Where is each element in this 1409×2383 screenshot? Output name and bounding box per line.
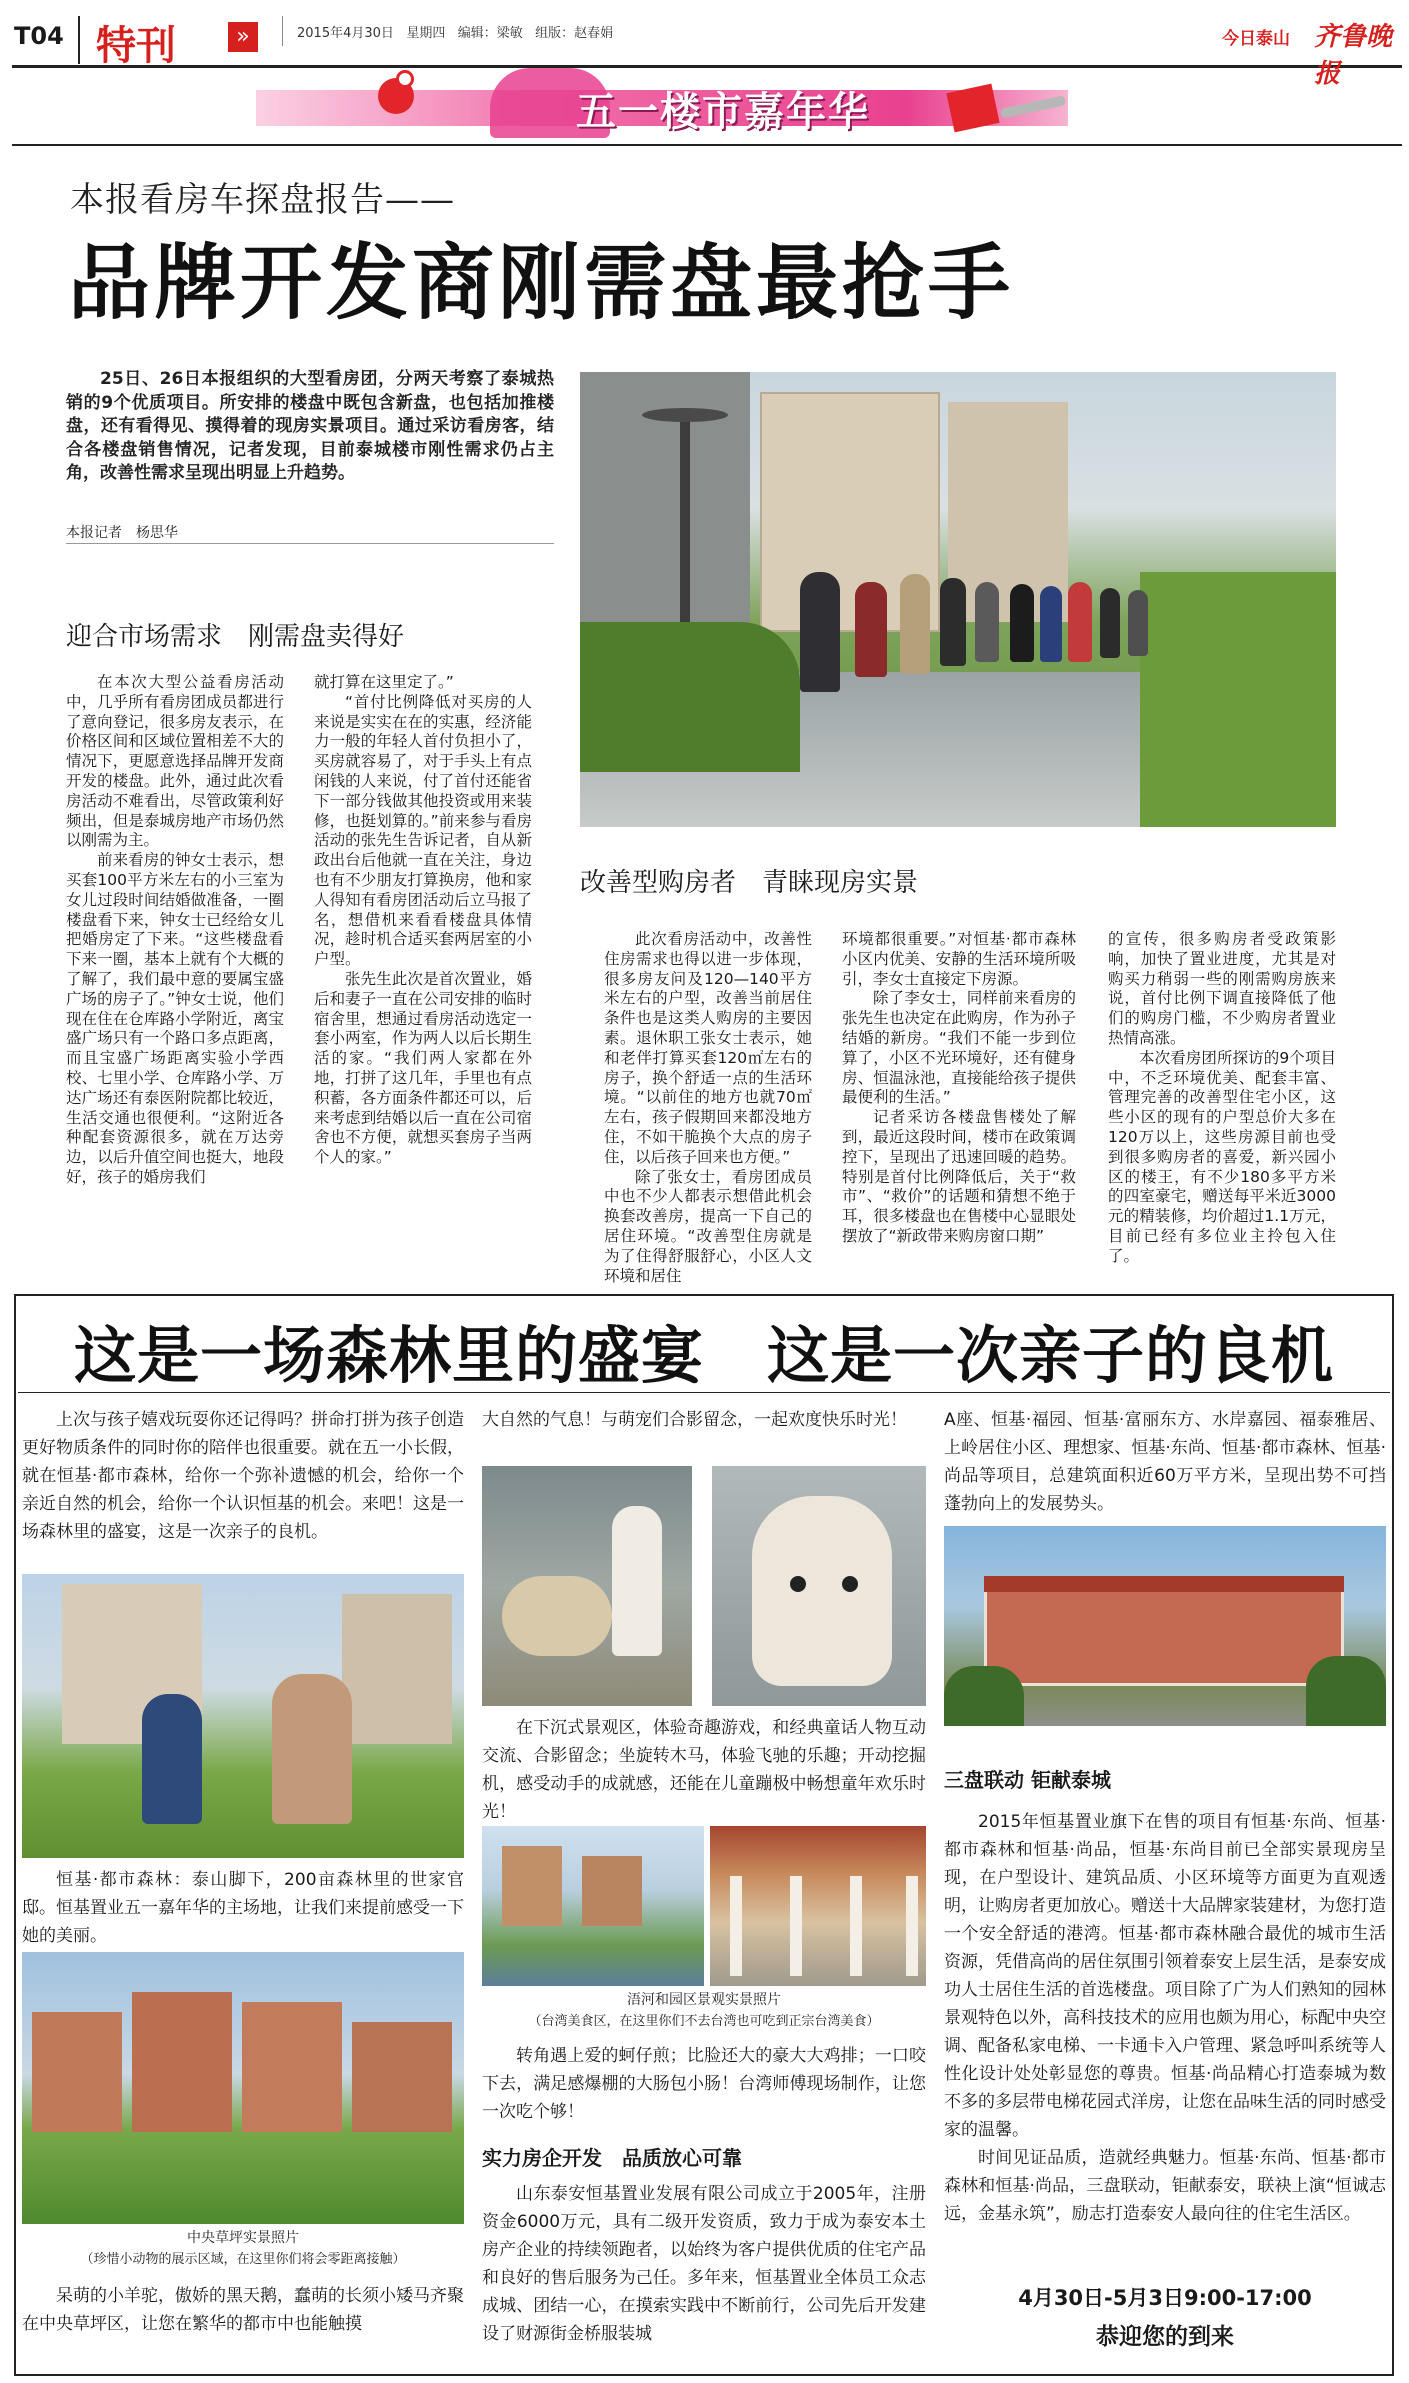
report-column-1 — [66, 673, 284, 1188]
welcome-text: 恭迎您的到来 — [1096, 2324, 1234, 2350]
ad-column-2-company — [482, 2180, 926, 2348]
subhead: 三盘联动 钜献泰城 — [944, 1768, 1111, 1792]
pony — [502, 1576, 612, 1656]
paragraph: 在本次大型公益看房活动中，几乎所有看房团成员都进行了意向登记，很多房友表示，在价格区间和区域位置相差不大的情况下，更愿意选择品牌开发商开发的楼盘。此外，通过此次看房活动不难看出，尽管政策利好频出，但是泰城房地产市场仍然以刚需为主。 — [66, 673, 284, 850]
section-heading: 改善型购房者 青睐现房实景 — [580, 868, 919, 898]
paragraph: 除了李女士，同样前来看房的张先生也决定在此购房，作为孙子结婚的新房。“我们不能一步到位算了，小区不光环境好，还有健身房、恒温泳池，直接能给孩子提供最便利的生活。” — [842, 989, 1076, 1107]
ad-column-1-caption — [22, 1866, 464, 1950]
mother-figure — [272, 1674, 352, 1824]
paragraph: 上次与孩子嬉戏玩耍你还记得吗？拼命打拼为孩子创造更好物质条件的同时你的陪伴也很重要。就在五一小长假，就在恒基·都市森林，给你一个弥补遗憾的机会，给你一个亲近自然的机会，给你一个认识恒基的机会。来吧！这是一场森林里的盛宴，这是一次亲子的良机。 — [22, 1410, 464, 1542]
paragraph: 前来看房的钟女士表示，想买套100平方米左右的小三室为女儿过段时间结婚做准备，一圈楼盘看下来，钟女士已经给女儿把婚房定了下来。“这些楼盘看下来一圈，基本上就有个大概的了解了，我们最中意的要属宝盛广场的房子了。”钟女士说，他们现在住在仓库路小学附近，离宝盛广场只有一个路口多点距离，而且宝盛广场距离实验小学西校、七里小学、仓库路小学、万达广场还有泰医附院都比较近，生活交通也很便利。“这附近各种配套资源很多，就在万达旁边，以后升值空间也挺大，地段好，孩子的婚房我们 — [66, 851, 284, 1186]
divider — [66, 543, 554, 544]
building — [132, 1992, 232, 2132]
eye — [790, 1576, 806, 1592]
paragraph: 2015年恒基置业旗下在售的项目有恒基·东尚、恒基·都市森林和恒基·尚品，恒基·东尚目前已全部实景现房呈现，在户型设计、建筑品质、小区环境等方面更为直观透明，让购房者更加放心。赠送十大品牌家装建材，为您打造一个安全舒适的港湾。恒基·都市森林融合最优的城市生活资源，凭借高尚的居住氛围引领着泰安上层生活，是泰安成功人士居住生活的首选楼盘。项目除了广为人们熟知的园林景观特色以外，高科技技术的应用也颇为用心，标配中央空调、配备私家电梯、一卡通卡入户管理、紧急呼叫系统等人性化设计处处彰显您的尊贵。恒基·尚品精心打造泰城为数不多的多层带电梯花园式洋房，让您在品味生活的同时感受家的温馨。 — [944, 1812, 1386, 2140]
paragraph: A座、恒基·福园、恒基·富丽东方、水岸嘉园、福泰雅居、上岭居住小区、理想家、恒基·东尚、恒基·都市森林、恒基·尚品等项目，总建筑面积近60万平方米，呈现出势不可挡蓬勃向上的发展势头。 — [944, 1410, 1386, 1514]
paragraph: 大自然的气息！与萌宠们合影留念，一起欢度快乐时光！ — [482, 1410, 907, 1430]
building — [32, 2012, 122, 2132]
section-title: 特刊 — [96, 22, 176, 69]
pony-photo — [482, 1466, 692, 1706]
paragraph: 恒基·都市森林：泰山脚下，200亩森林里的世家官邸。恒基置业五一嘉年华的主场地，让我们来提前感受一下她的美丽。 — [22, 1870, 464, 1946]
eye — [842, 1576, 858, 1592]
report-column-4 — [842, 930, 1076, 1247]
building — [984, 1576, 1344, 1686]
paragraph: 时间见证品质，造就经典魅力。恒基·东尚、恒基·都市森林和恒基·尚品，三盘联动，钜献泰安，联袂上演“恒诚志远，金基永筑”，励志打造泰安人最向往的住宅生活区。 — [944, 2148, 1386, 2224]
divider — [78, 16, 80, 64]
report-column-3 — [604, 930, 812, 1286]
divider — [282, 16, 283, 46]
column — [790, 1876, 802, 1976]
edition: 今日泰山 — [1222, 29, 1290, 49]
ad-column-2-end — [482, 2042, 926, 2126]
subhead: 实力房企开发 品质放心可靠 — [482, 2146, 742, 2170]
ad-column-3 — [944, 1406, 1386, 1518]
page-header — [12, 14, 1402, 89]
header-info — [297, 22, 613, 41]
child-figure — [612, 1506, 662, 1656]
event-time: 4月30日-5月3日9:00-17:00 — [1018, 2286, 1312, 2310]
building — [352, 2022, 452, 2132]
paragraph: 环境都很重要。”对恒基·都市森林小区内优美、安静的生活环境所吸引，李女士直接定下房源。 — [842, 930, 1076, 988]
paragraph: 记者采访各楼盘售楼处了解到，最近这段时间，楼市在政策调控下，呈现出了迅速回暖的趋势。特别是首付比例降低后，关于“救市”、“救价”的话题和猜想不绝于耳，很多楼盘也在售楼中心显眼处摆放了“新政带来购房窗口期” — [842, 1108, 1076, 1245]
divider — [18, 1392, 1390, 1393]
section-heading: 迎合市场需求 刚需盘卖得好 — [66, 622, 405, 652]
ad-column-2 — [482, 1406, 926, 1434]
lead-text: 25日、26日本报组织的大型看房团，分两天考察了泰城热销的9个优质项目。所安排的楼盘中既包含新盘，也包括加推楼盘，还有看得见、摸得着的现房实景项目。通过采访看房客，结合各楼盘销售情况，记者发现，目前泰城楼市刚性需求仍占主角，改善性需求呈现出明显上升趋势。 — [66, 369, 554, 483]
paragraph: 此次看房活动中，改善性住房需求也得以进一步体现，很多房友问及120—140平方米左右的户型，改善当前居住条件也是这类人购房的主要因素。退休职工张女士表示，她和老伴打算买套120㎡左右的房子，换个舒适一点的生活环境。“以前住的地方也就70㎡左右，孩子假期回来都没地方住，不如干脆换个大点的房子住，以后孩子回来也方便。” — [604, 930, 812, 1166]
building — [502, 1846, 562, 1926]
building — [242, 2002, 342, 2132]
lamp-head — [642, 408, 728, 422]
report-column-2 — [314, 673, 532, 1168]
paragraph: 的宣传，很多购房者受政策影响，加快了置业进度，尤其是对购买力稍弱一些的刚需购房族来说，首付比例下调直接降低了他们的购房门槛，不少购房者置业热情高涨。 — [1108, 930, 1336, 1047]
ad-column-2-mid — [482, 1714, 926, 1826]
column — [850, 1876, 862, 1976]
byline: 本报记者 杨思华 — [66, 525, 178, 541]
photo-caption: 中央草坪实景照片 — [187, 2230, 299, 2246]
paragraph: 呆萌的小羊驼，傲娇的黑天鹅，蠢萌的长须小矮马齐聚在中央草坪区，让您在繁华的都市中也能触摸 — [22, 2286, 464, 2334]
paragraph: 除了张女士，看房团成员中也不少人都表示想借此机会换套改善房，提高一下自己的居住环境。“改善型住房就是为了住得舒服舒心，小区人文环境和居住 — [604, 1167, 812, 1285]
child-figure — [142, 1694, 202, 1824]
ad-column-1 — [22, 1406, 464, 1546]
garden-photo — [710, 1826, 926, 1986]
ad-headline: 这是一场森林里的盛宴 这是一次亲子的良机 — [73, 1319, 1334, 1392]
paper-logo: 齐鲁晚报 — [1314, 22, 1393, 89]
kicker: 本报看房车探盘报告—— — [70, 180, 455, 220]
photo-caption: 浯河和园区景观实景照片 — [627, 1992, 781, 2008]
paragraph: 就打算在这里定了。” — [314, 673, 454, 691]
balloon-icon — [396, 70, 414, 88]
tree — [944, 1666, 1024, 1726]
double-chevron-icon: » — [228, 22, 258, 52]
hengji-building-photo — [944, 1526, 1386, 1726]
alpaca — [752, 1496, 892, 1686]
column — [730, 1876, 742, 1976]
banner-rule — [12, 144, 1402, 146]
photo-caption: （台湾美食区，在这里你们不去台湾也可吃到正宗台湾美食） — [528, 2014, 880, 2029]
ad-column-1-end — [22, 2282, 464, 2338]
banner-title: 五一楼市嘉年华 — [576, 88, 870, 135]
paragraph: “首付比例降低对买房的人来说是实实在在的实惠，经济能力一般的年轻人首付负担小了，买房就容易了，对于手头上有点闲钱的人来说，付了首付还能省下一部分钱做其他投资或用来装修，也挺划算的。”前来参与看房活动的张先生告诉记者，自从新政出台后他就一直在关注，身边也有不少朋友打算换房，他和家人得知有看房团活动后立马报了名，想借机来看看楼盘具体情况，趁时机合适买套两居室的小户型。 — [314, 692, 532, 969]
alpaca-photo — [712, 1466, 926, 1706]
paragraph: 在下沉式景观区，体验奇趣游戏，和经典童话人物互动交流、合影留念；坐旋转木马，体验飞驰的乐趣；开动挖掘机，感受动手的成就感，还能在儿童蹦极中畅想童年欢乐时光！ — [482, 1718, 926, 1822]
people-group — [800, 562, 1180, 692]
building — [342, 1594, 452, 1744]
ad-column-3-body — [944, 1808, 1386, 2228]
paragraph: 张先生此次是首次置业，婚后和妻子一直在公司安排的临时宿舍里，想通过看房活动选定一套小两室，作为两人以后长期生活的家。“我们两人家都在外地，打拼了这几年，手里也有点积蓄，各方面条件都还可以，后来考虑到结婚以后一直在公司宿舍也不方便，就想买套房子当两个人的家。” — [314, 969, 532, 1167]
roof-sign — [984, 1576, 1344, 1592]
family-photo — [22, 1574, 464, 1858]
lead — [66, 368, 554, 486]
weekday: 星期四 — [406, 26, 446, 41]
central-lawn-photo — [22, 1952, 464, 2224]
paragraph: 本次看房团所探访的9个项目中，不乏环境优美、配套丰富、管理完善的改善型住宅小区，这些小区的现有的户型总价大多在120万以上，这些房源目前也受到很多购房者的喜爱，新兴园小区的楼王，有不少180多平方米的四室豪宅，赠送每平米近3000元的精装修，均价超过1.1万元，目前已经有多位业主拎包入住了。 — [1108, 1048, 1336, 1265]
tree — [1306, 1656, 1386, 1726]
editor: 编辑：梁敏 — [457, 26, 523, 41]
hedge — [580, 622, 800, 772]
column — [906, 1876, 918, 1976]
page-number: T04 — [14, 22, 64, 50]
building — [582, 1856, 642, 1926]
banner — [256, 62, 1068, 142]
layout-credit: 组版：赵春娟 — [535, 26, 614, 41]
river-photo — [482, 1826, 704, 1986]
tour-group-photo — [580, 372, 1336, 827]
paragraph: 转角遇上爱的蚵仔煎；比脸还大的豪大大鸡排；一口咬下去，满足感爆棚的大肠包小肠！台湾师傅现场制作，让您一次吃个够！ — [482, 2046, 926, 2122]
date: 2015年4月30日 — [297, 26, 394, 41]
photo-caption: （珍惜小动物的展示区域，在这里你们将会零距离接触） — [80, 2252, 406, 2267]
paragraph: 山东泰安恒基置业发展有限公司成立于2005年，注册资金6000万元，具有二级开发资质，致力于成为泰安本土房产企业的持续领跑者，以始终为客户提供优质的住宅产品和良好的售后服务为己任。多年来，恒基置业全体员工众志成城、团结一心，在摸索实践中不断前行，公司先后开发建设了财源街金桥服装城 — [482, 2184, 926, 2344]
headline: 品牌开发商刚需盘最抢手 — [68, 235, 1015, 331]
report-column-5 — [1108, 930, 1336, 1267]
